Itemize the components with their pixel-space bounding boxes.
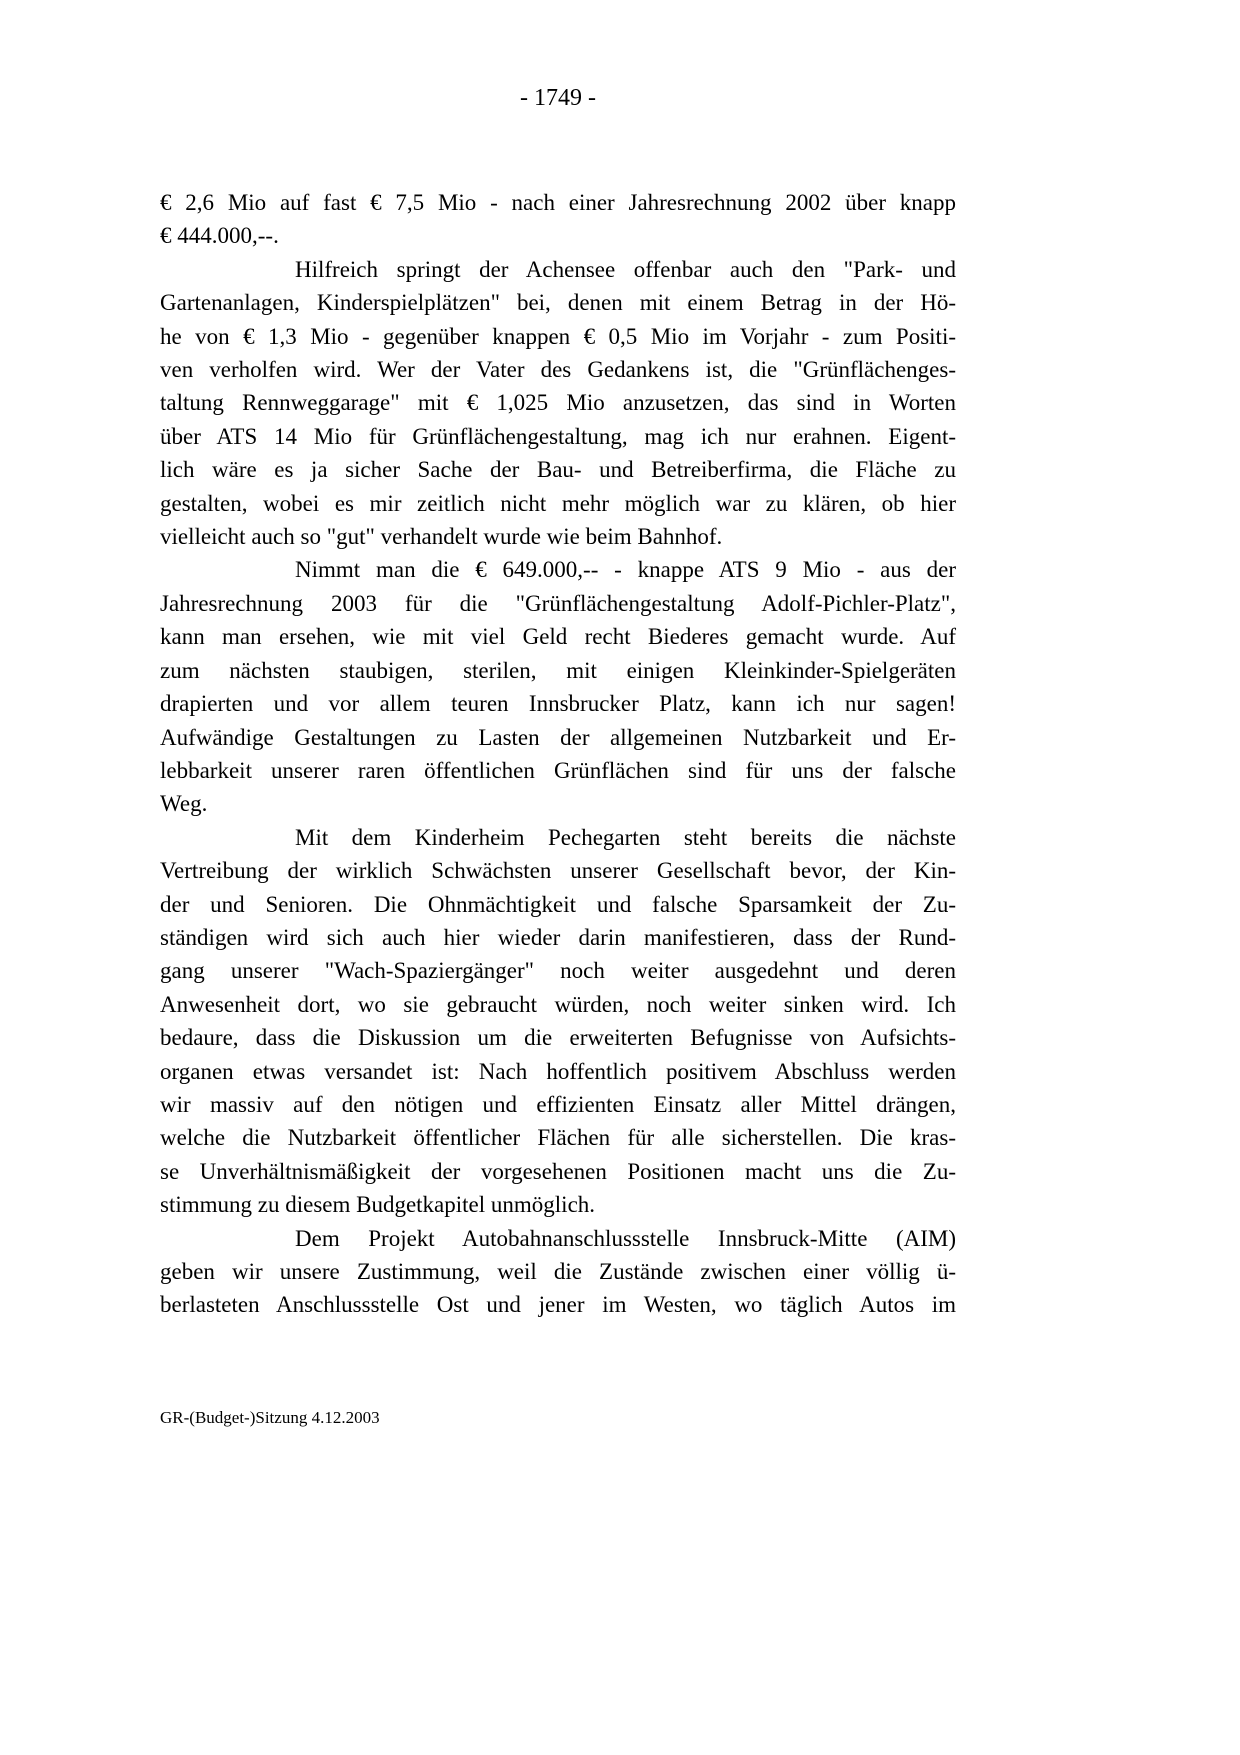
text-line: der und Senioren. Die Ohnmächtigkeit und falsche Sparsamkeit der Zu- [160,891,956,917]
text-line: ständigen wird sich auch hier wieder darin manifestieren, dass der Rund- [160,924,956,950]
text-line: lebbarkeit unserer raren öffentlichen Grünflächen sind für uns der falsche [160,757,956,783]
footer-note: GR-(Budget-)Sitzung 4.12.2003 [160,1408,380,1427]
text-line: welche die Nutzbarkeit öffentlicher Flächen für alle sicherstellen. Die kras- [160,1125,956,1151]
text-line: zum nächsten staubigen, sterilen, mit einigen Kleinkinder-Spielgeräten [160,657,956,683]
page-number: - 1749 - [520,85,596,111]
text-line: drapierten und vor allem teuren Innsbrucker Platz, kann ich nur sagen! [160,691,956,717]
text-line: Gartenanlagen, Kinderspielplätzen" bei, denen mit einem Betrag in der Hö- [160,290,956,316]
paragraph [160,553,956,820]
text-line: taltung Rennweggarage" mit € 1,025 Mio anzusetzen, das sind in Worten [160,390,956,416]
paragraph [160,253,956,554]
text-line: gang unserer "Wach-Spaziergänger" noch weiter ausgedehnt und deren [160,958,956,984]
text-line: Aufwändige Gestaltungen zu Lasten der allgemeinen Nutzbarkeit und Er- [160,724,956,750]
text-line: lich wäre es ja sicher Sache der Bau- und Betreiberfirma, die Fläche zu [160,457,956,483]
text-line: Weg. [160,791,208,817]
text-line: wir massiv auf den nötigen und effizienten Einsatz aller Mittel drängen, [160,1091,956,1117]
text-line: ven verholfen wird. Wer der Vater des Gedankens ist, die "Grünflächenges- [160,357,956,383]
text-line: geben wir unsere Zustimmung, weil die Zustände zwischen einer völlig ü- [160,1259,956,1284]
text-line: he von € 1,3 Mio - gegenüber knappen € 0,5 Mio im Vorjahr - zum Positi- [160,323,956,349]
paragraph [160,186,956,253]
text-line: Dem Projekt Autobahnanschlussstelle Innsbruck-Mitte (AIM) [295,1225,956,1251]
text-line: bedaure, dass die Diskussion um die erweiterten Befugnisse von Aufsichts- [160,1025,956,1051]
text-line: vielleicht auch so "gut" verhandelt wurde wie beim Bahnhof. [160,524,723,550]
text-line: kann man ersehen, wie mit viel Geld recht Biederes gemacht wurde. Auf [160,624,956,650]
text-line: Anwesenheit dort, wo sie gebraucht würden, noch weiter sinken wird. Ich [160,991,956,1017]
text-line: Mit dem Kinderheim Pechegarten steht bereits die nächste [295,824,956,850]
text-line: stimmung zu diesem Budgetkapitel unmöglich. [160,1192,596,1218]
text-line: Vertreibung der wirklich Schwächsten unserer Gesellschaft bevor, der Kin- [160,858,956,884]
paragraph [160,1222,956,1322]
text-line: Jahresrechnung 2003 für die "Grünflächengestaltung Adolf-Pichler-Platz", [160,590,956,616]
text-line: € 2,6 Mio auf fast € 7,5 Mio - nach einer Jahresrechnung 2002 über knapp [160,190,956,215]
paragraph [160,821,956,1222]
text-line: organen etwas versandet ist: Nach hoffentlich positivem Abschluss werden [160,1058,956,1084]
text-line: über ATS 14 Mio für Grünflächengestaltung, mag ich nur erahnen. Eigent- [160,423,956,449]
text-line: gestalten, wobei es mir zeitlich nicht mehr möglich war zu klären, ob hier [160,490,956,516]
text-line: € 444.000,--. [160,223,279,249]
text-line: se Unverhältnismäßigkeit der vorgesehenen Positionen macht uns die Zu- [160,1158,956,1184]
text-line: berlasteten Anschlussstelle Ost und jener im Westen, wo täglich Autos im [160,1292,956,1318]
document-body [160,186,956,1322]
text-line: Hilfreich springt der Achensee offenbar auch den "Park- und [295,256,956,282]
text-line: Nimmt man die € 649.000,-- - knappe ATS 9 Mio - aus der [295,557,956,583]
